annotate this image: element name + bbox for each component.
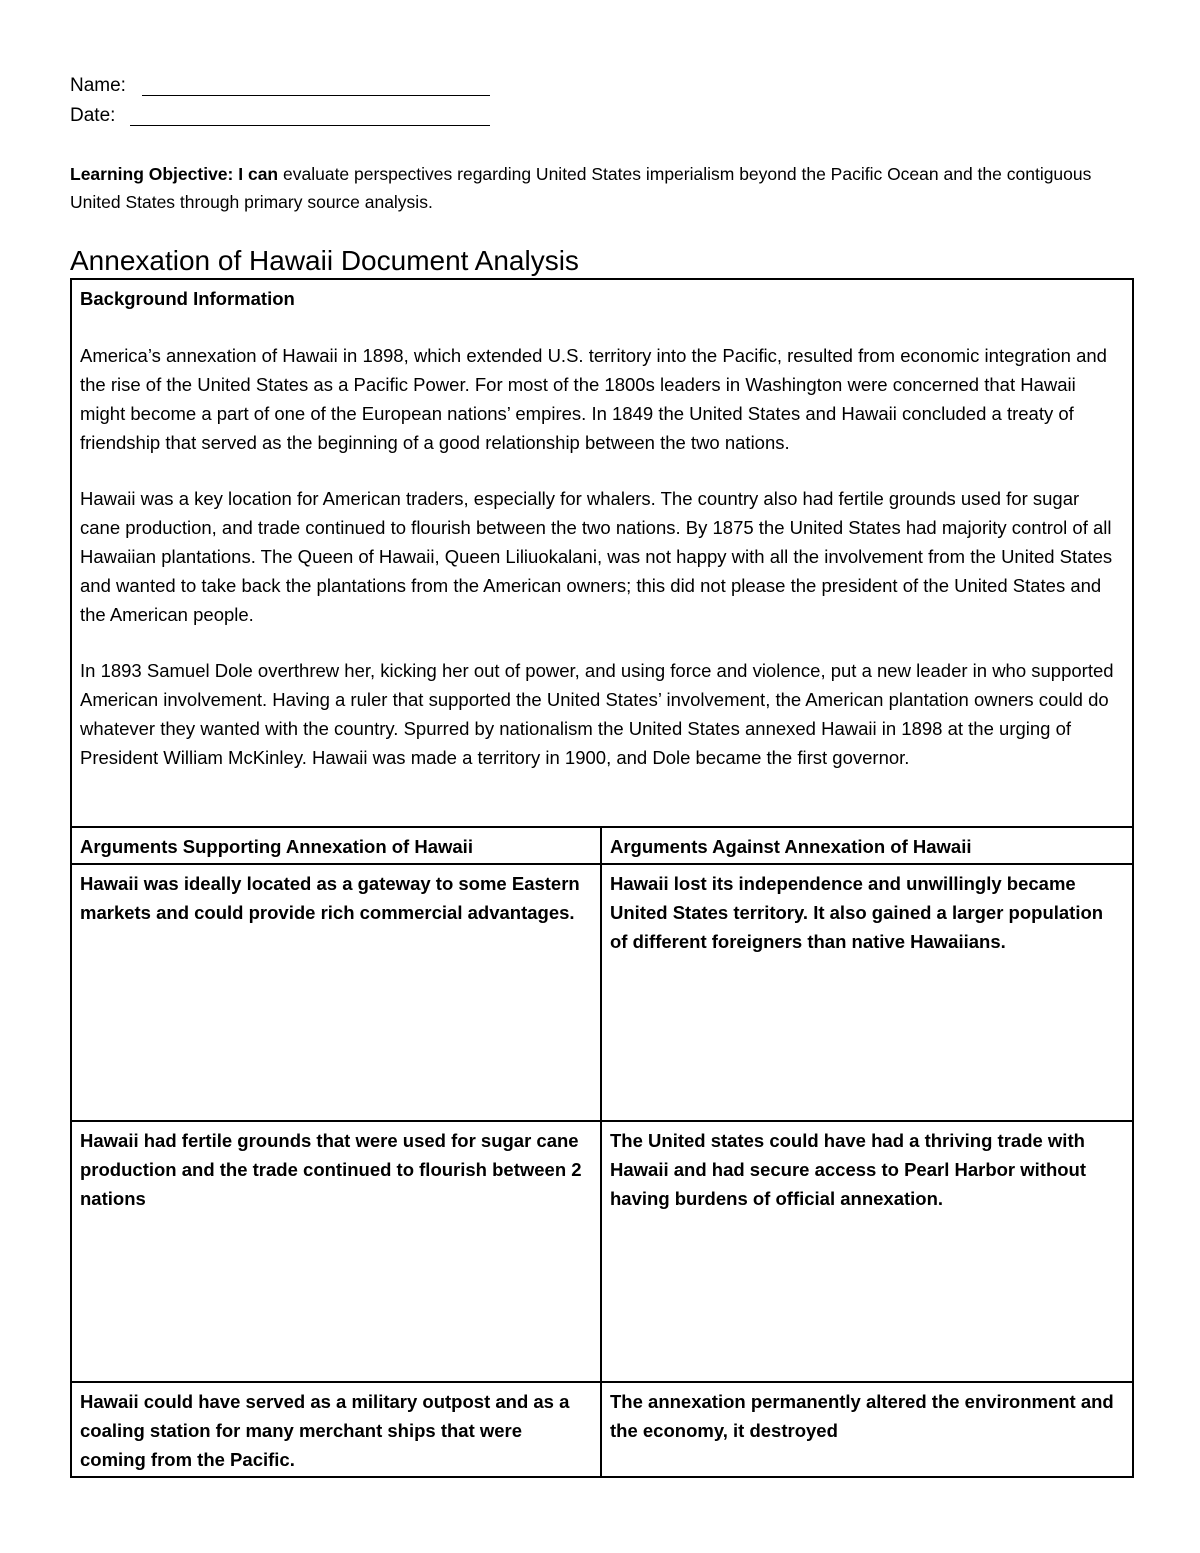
background-information-cell <box>71 279 1133 827</box>
date-blank-line[interactable] <box>130 125 490 126</box>
learning-objective-label: Learning Objective: I can <box>70 164 279 184</box>
against-argument-cell[interactable]: Hawaii lost its independence and unwillingly became United States territory. It also gained a larger population of different foreigners than native Hawaiians. <box>601 864 1133 1121</box>
date-label: Date: <box>70 105 116 126</box>
against-argument-cell[interactable]: The United states could have had a thriving trade with Hawaii and had secure access to Pearl Harbor without having burdens of official annexation. <box>601 1121 1133 1382</box>
supporting-argument-cell[interactable]: Hawaii was ideally located as a gateway to some Eastern markets and could provide rich commercial advantages. <box>71 864 601 1121</box>
table-row <box>71 864 1133 1121</box>
background-paragraph: America’s annexation of Hawaii in 1898, which extended U.S. territory into the Pacific, resulted from economic integration and the rise of the United States as a Pacific Power. For most of the 1800s leaders in Washington were concerned that Hawaii might become a part of one of the European nations’ empires. In 1849 the United States and Hawaii concluded a treaty of friendship that served as the beginning of a good relationship between the two nations. <box>80 345 1107 453</box>
analysis-table <box>70 278 1134 1478</box>
name-field <box>70 75 126 97</box>
learning-objective-text: evaluate perspectives regarding United States imperialism beyond the Pacific Ocean and the contiguous United States through primary source analysis. <box>70 164 1092 212</box>
table-row <box>71 1121 1133 1382</box>
background-paragraph: In 1893 Samuel Dole overthrew her, kicking her out of power, and using force and violence, put a new leader in who supported American involvement. Having a ruler that supported the United States’ involvement, the American plantation owners could do whatever they wanted with the country. Spurred by nationalism the United States annexed Hawaii in 1898 at the urging of President William McKinley. Hawaii was made a territory in 1900, and Dole became the first governor. <box>80 660 1114 768</box>
learning-objective <box>70 160 1140 216</box>
name-label: Name: <box>70 75 126 96</box>
document-title: Annexation of Hawaii Document Analysis <box>70 245 579 276</box>
background-paragraph: Hawaii was a key location for American traders, especially for whalers. The country also had fertile grounds used for sugar cane production, and trade continued to flourish between the two nations. By 1875 the United States had majority control of all Hawaiian plantations. The Queen of Hawaii, Queen Liliuokalani, was not happy with all the involvement from the United States and wanted to take back the plantations from the American owners; this did not please the president of the United States and the American people. <box>80 488 1113 625</box>
supporting-column-header: Arguments Supporting Annexation of Hawaii <box>71 827 601 864</box>
date-field <box>70 105 115 127</box>
against-column-header: Arguments Against Annexation of Hawaii <box>601 827 1133 864</box>
name-blank-line[interactable] <box>142 95 490 96</box>
table-row <box>71 1382 1133 1477</box>
against-argument-cell[interactable]: The annexation permanently altered the environment and the economy, it destroyed <box>601 1382 1133 1477</box>
background-heading: Background Information <box>80 288 295 309</box>
supporting-argument-cell[interactable]: Hawaii had fertile grounds that were used for sugar cane production and the trade continued to flourish between 2 nations <box>71 1121 601 1382</box>
supporting-argument-cell[interactable]: Hawaii could have served as a military outpost and as a coaling station for many merchant ships that were coming from the Pacific. <box>71 1382 601 1477</box>
